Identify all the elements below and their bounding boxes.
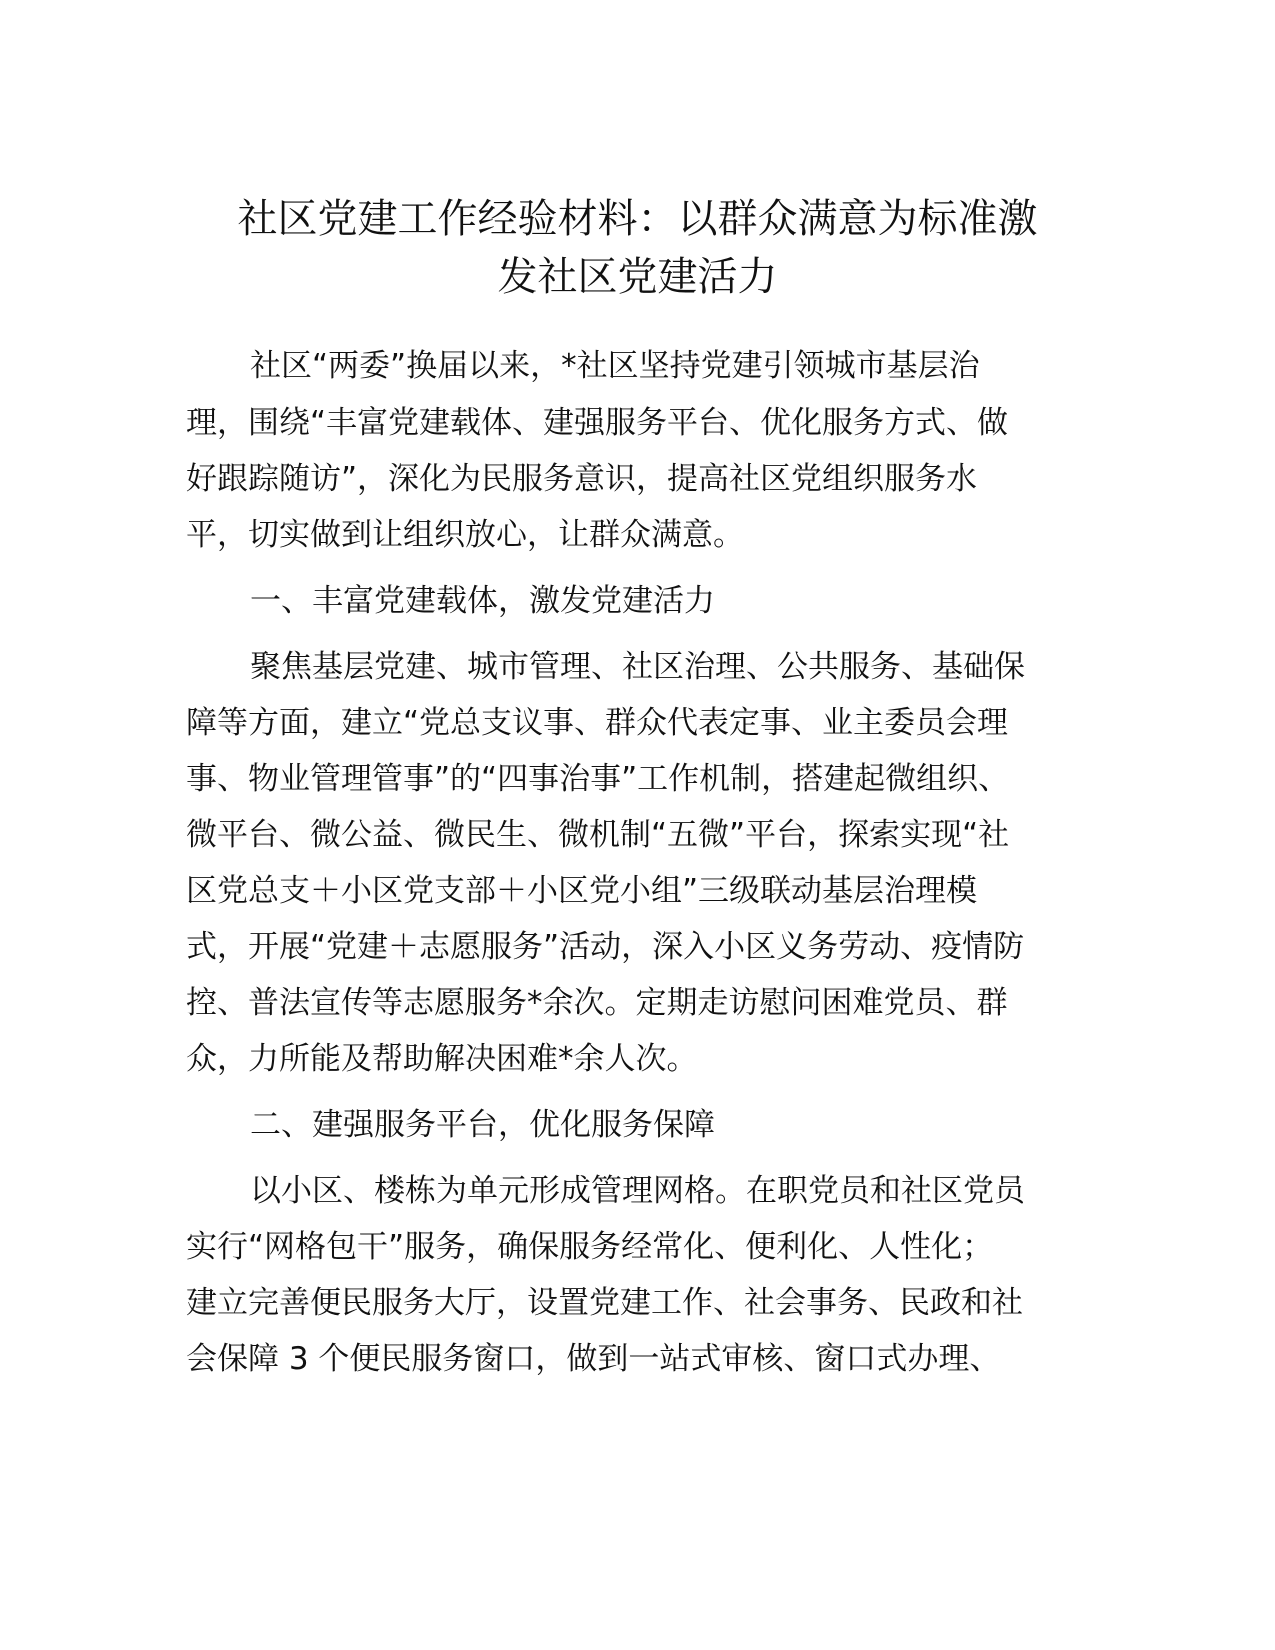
paragraph-2-line-7: 控、普法宣传等志愿服务*余次。定期走访慰问困难党员、群: [186, 985, 1008, 1021]
section-heading-1: 一、丰富党建载体，激发党建活力: [250, 583, 715, 619]
paragraph-2-line-8: 众，力所能及帮助解决困难*余人次。: [186, 1041, 698, 1077]
paragraph-1-line-2: 理，围绕“丰富党建载体、建强服务平台、优化服务方式、做: [186, 405, 1009, 441]
paragraph-1-line-4: 平，切实做到让组织放心，让群众满意。: [186, 517, 744, 553]
paragraph-1-line-3: 好跟踪随访”，深化为民服务意识，提高社区党组织服务水: [186, 461, 978, 497]
paragraph-2-line-4: 微平台、微公益、微民生、微机制“五微”平台，探索实现“社: [186, 817, 1010, 853]
paragraph-3-line-3: 建立完善便民服务大厅，设置党建工作、社会事务、民政和社: [186, 1285, 1023, 1321]
paragraph-3-line-2: 实行“网格包干”服务，确保服务经常化、便利化、人性化；: [186, 1229, 994, 1265]
paragraph-2-line-2: 障等方面，建立“党总支议事、群众代表定事、业主委员会理: [186, 705, 1009, 741]
paragraph-2-line-5: 区党总支＋小区党支部＋小区党小组”三级联动基层治理模: [186, 873, 978, 909]
paragraph-2-line-1: 聚焦基层党建、城市管理、社区治理、公共服务、基础保: [250, 649, 1025, 685]
section-heading-2: 二、建强服务平台，优化服务保障: [250, 1107, 715, 1143]
paragraph-2-line-3: 事、物业管理管事”的“四事治事”工作机制，搭建起微组织、: [186, 761, 1010, 797]
paragraph-2-line-6: 式，开展“党建＋志愿服务”活动，深入小区义务劳动、疫情防: [186, 929, 1025, 965]
paragraph-3-line-1: 以小区、楼栋为单元形成管理网格。在职党员和社区党员: [250, 1173, 1025, 1209]
paragraph-1-line-1: 社区“两委”换届以来，*社区坚持党建引领城市基层治: [250, 348, 980, 384]
paragraph-3-line-4: 会保障 3 个便民服务窗口，做到一站式审核、窗口式办理、: [186, 1341, 1001, 1377]
document-title-line-2: 发社区党建活力: [497, 254, 778, 300]
document-title-line-1: 社区党建工作经验材料：以群众满意为标准激: [237, 196, 1038, 242]
